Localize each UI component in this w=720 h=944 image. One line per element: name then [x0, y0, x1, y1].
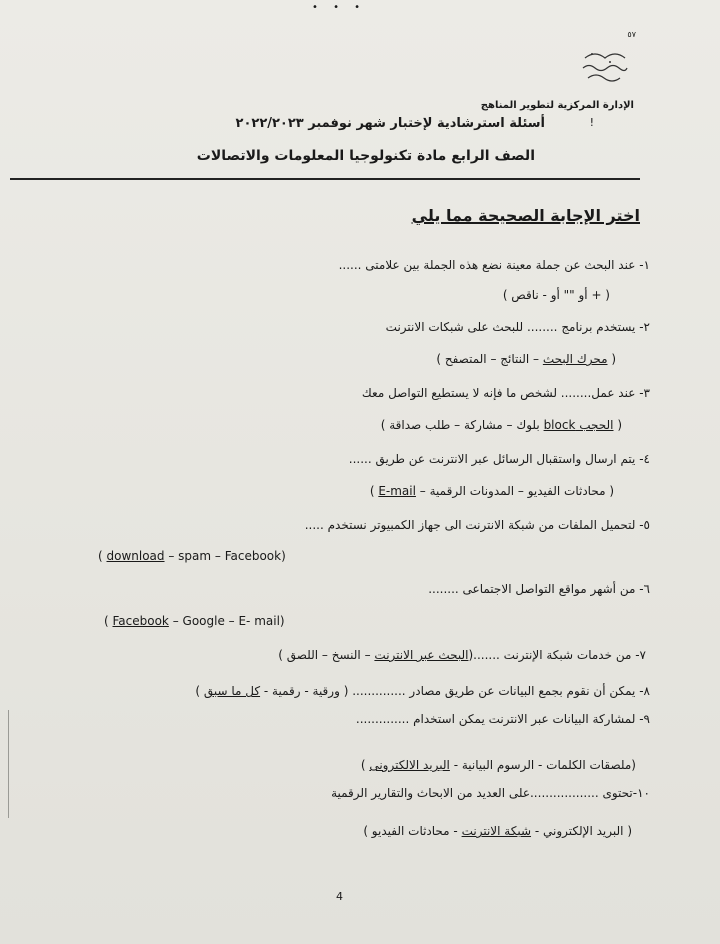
options-5 — [98, 549, 286, 563]
options-2-a: ( — [607, 352, 616, 366]
options-4-answer: E-mail — [378, 484, 416, 498]
options-7-b: – النسخ – اللصق ) — [278, 648, 375, 662]
scan-edge-line — [8, 710, 9, 818]
options-9-a: (ملصقات الكلمات - الرسوم البيانية - — [449, 758, 636, 772]
department-name: الإدارة المركزية لتطوير المناهج — [480, 100, 634, 111]
top-mark: ٥٧ — [627, 30, 636, 39]
options-4 — [370, 484, 614, 498]
question-1: ١- عند البحث عن جملة معينة نضع هذه الجملة بين علامتى ...... — [338, 258, 650, 272]
options-5-answer: download — [106, 549, 165, 563]
options-4-b: – محادثات الفيديو – المدونات الرقمية ) — [415, 484, 614, 498]
question-10: ١٠-تحتوى ..................على العديد من الابحاث والتقارير الرقمية — [331, 786, 650, 800]
options-9 — [361, 758, 636, 772]
options-9-answer: البريد الالكترونى — [369, 758, 450, 772]
options-8-a: ( ورقية - رقمية - — [260, 684, 349, 698]
options-3-answer: الحجب block — [543, 418, 614, 432]
question-3: ٣- عند عمل........ لشخص ما فإنه لا يستطيع التواصل معك — [361, 386, 650, 400]
options-6-b: – Google – E- mail) — [168, 614, 285, 628]
question-8-text: ٨- يمكن أن نقوم بجمع البيانات عن طريق مصادر .............. — [352, 684, 650, 698]
question-4: ٤- يتم ارسال واستقبال الرسائل عبر الانترنت عن طريق ...... — [348, 452, 650, 466]
question-8 — [195, 684, 650, 698]
options-7-answer: البحث عبر الانترنت — [374, 648, 469, 662]
options-10 — [363, 824, 632, 838]
options-5-a: ( — [98, 549, 107, 563]
options-9-b: ) — [360, 758, 370, 772]
options-2 — [436, 352, 616, 366]
exam-title: أسئلة استرشادية لإختبار شهر نوفمبر ٢٠٢٢/٢٠٢٣ — [235, 116, 545, 131]
grade-subject: الصف الرابع مادة تكنولوجيا المعلومات والاتصالات — [196, 148, 535, 164]
question-7-text: ٧- من خدمات شبكة الإنترنت .......( — [468, 648, 646, 662]
options-10-a: ( البريد الإلكتروني - — [531, 824, 632, 838]
question-6: ٦- من أشهر مواقع التواصل الاجتماعى ........ — [428, 582, 650, 596]
options-3-b: بلوك – مشاركة – طلب صداقة ) — [380, 418, 544, 432]
options-10-answer: شبكة الانترنت — [461, 824, 532, 838]
question-7 — [278, 648, 646, 662]
exclaim-mark: ! — [589, 116, 594, 129]
options-3 — [381, 418, 622, 432]
options-3-a: ( — [613, 418, 622, 432]
options-5-b: – spam – Facebook) — [164, 549, 286, 563]
options-6-a: ( — [104, 614, 113, 628]
question-2: ٢- يستخدم برنامج ........ للبحث على شبكات الانترنت — [385, 320, 650, 334]
options-1: ( + أو "" أو - ناقص ) — [502, 288, 610, 302]
options-8-b: ) — [195, 684, 204, 698]
page-number: 4 — [336, 890, 343, 903]
options-6-answer: Facebook — [112, 614, 169, 628]
options-10-b: - محادثات الفيديو ) — [363, 824, 462, 838]
options-8-answer: كل ما سبق — [203, 684, 261, 698]
instruction-heading: اختر الإجابة الصحيحة مما يلي — [411, 206, 640, 225]
ministry-logo-icon — [580, 48, 630, 88]
scan-speckles: • • • — [312, 2, 367, 13]
header-divider — [10, 178, 640, 180]
question-9: ٩- لمشاركة البيانات عبر الانترنت يمكن استخدام .............. — [355, 712, 650, 726]
options-2-answer: محرك البحث — [542, 352, 608, 366]
options-2-b: – النتائج – المتصفح ) — [436, 352, 543, 366]
options-4-a: ( — [369, 484, 379, 498]
options-6 — [104, 614, 285, 628]
question-5: ٥- لتحميل الملفات من شبكة الانترنت الى جهاز الكمبيوتر نستخدم ..... — [304, 518, 650, 532]
